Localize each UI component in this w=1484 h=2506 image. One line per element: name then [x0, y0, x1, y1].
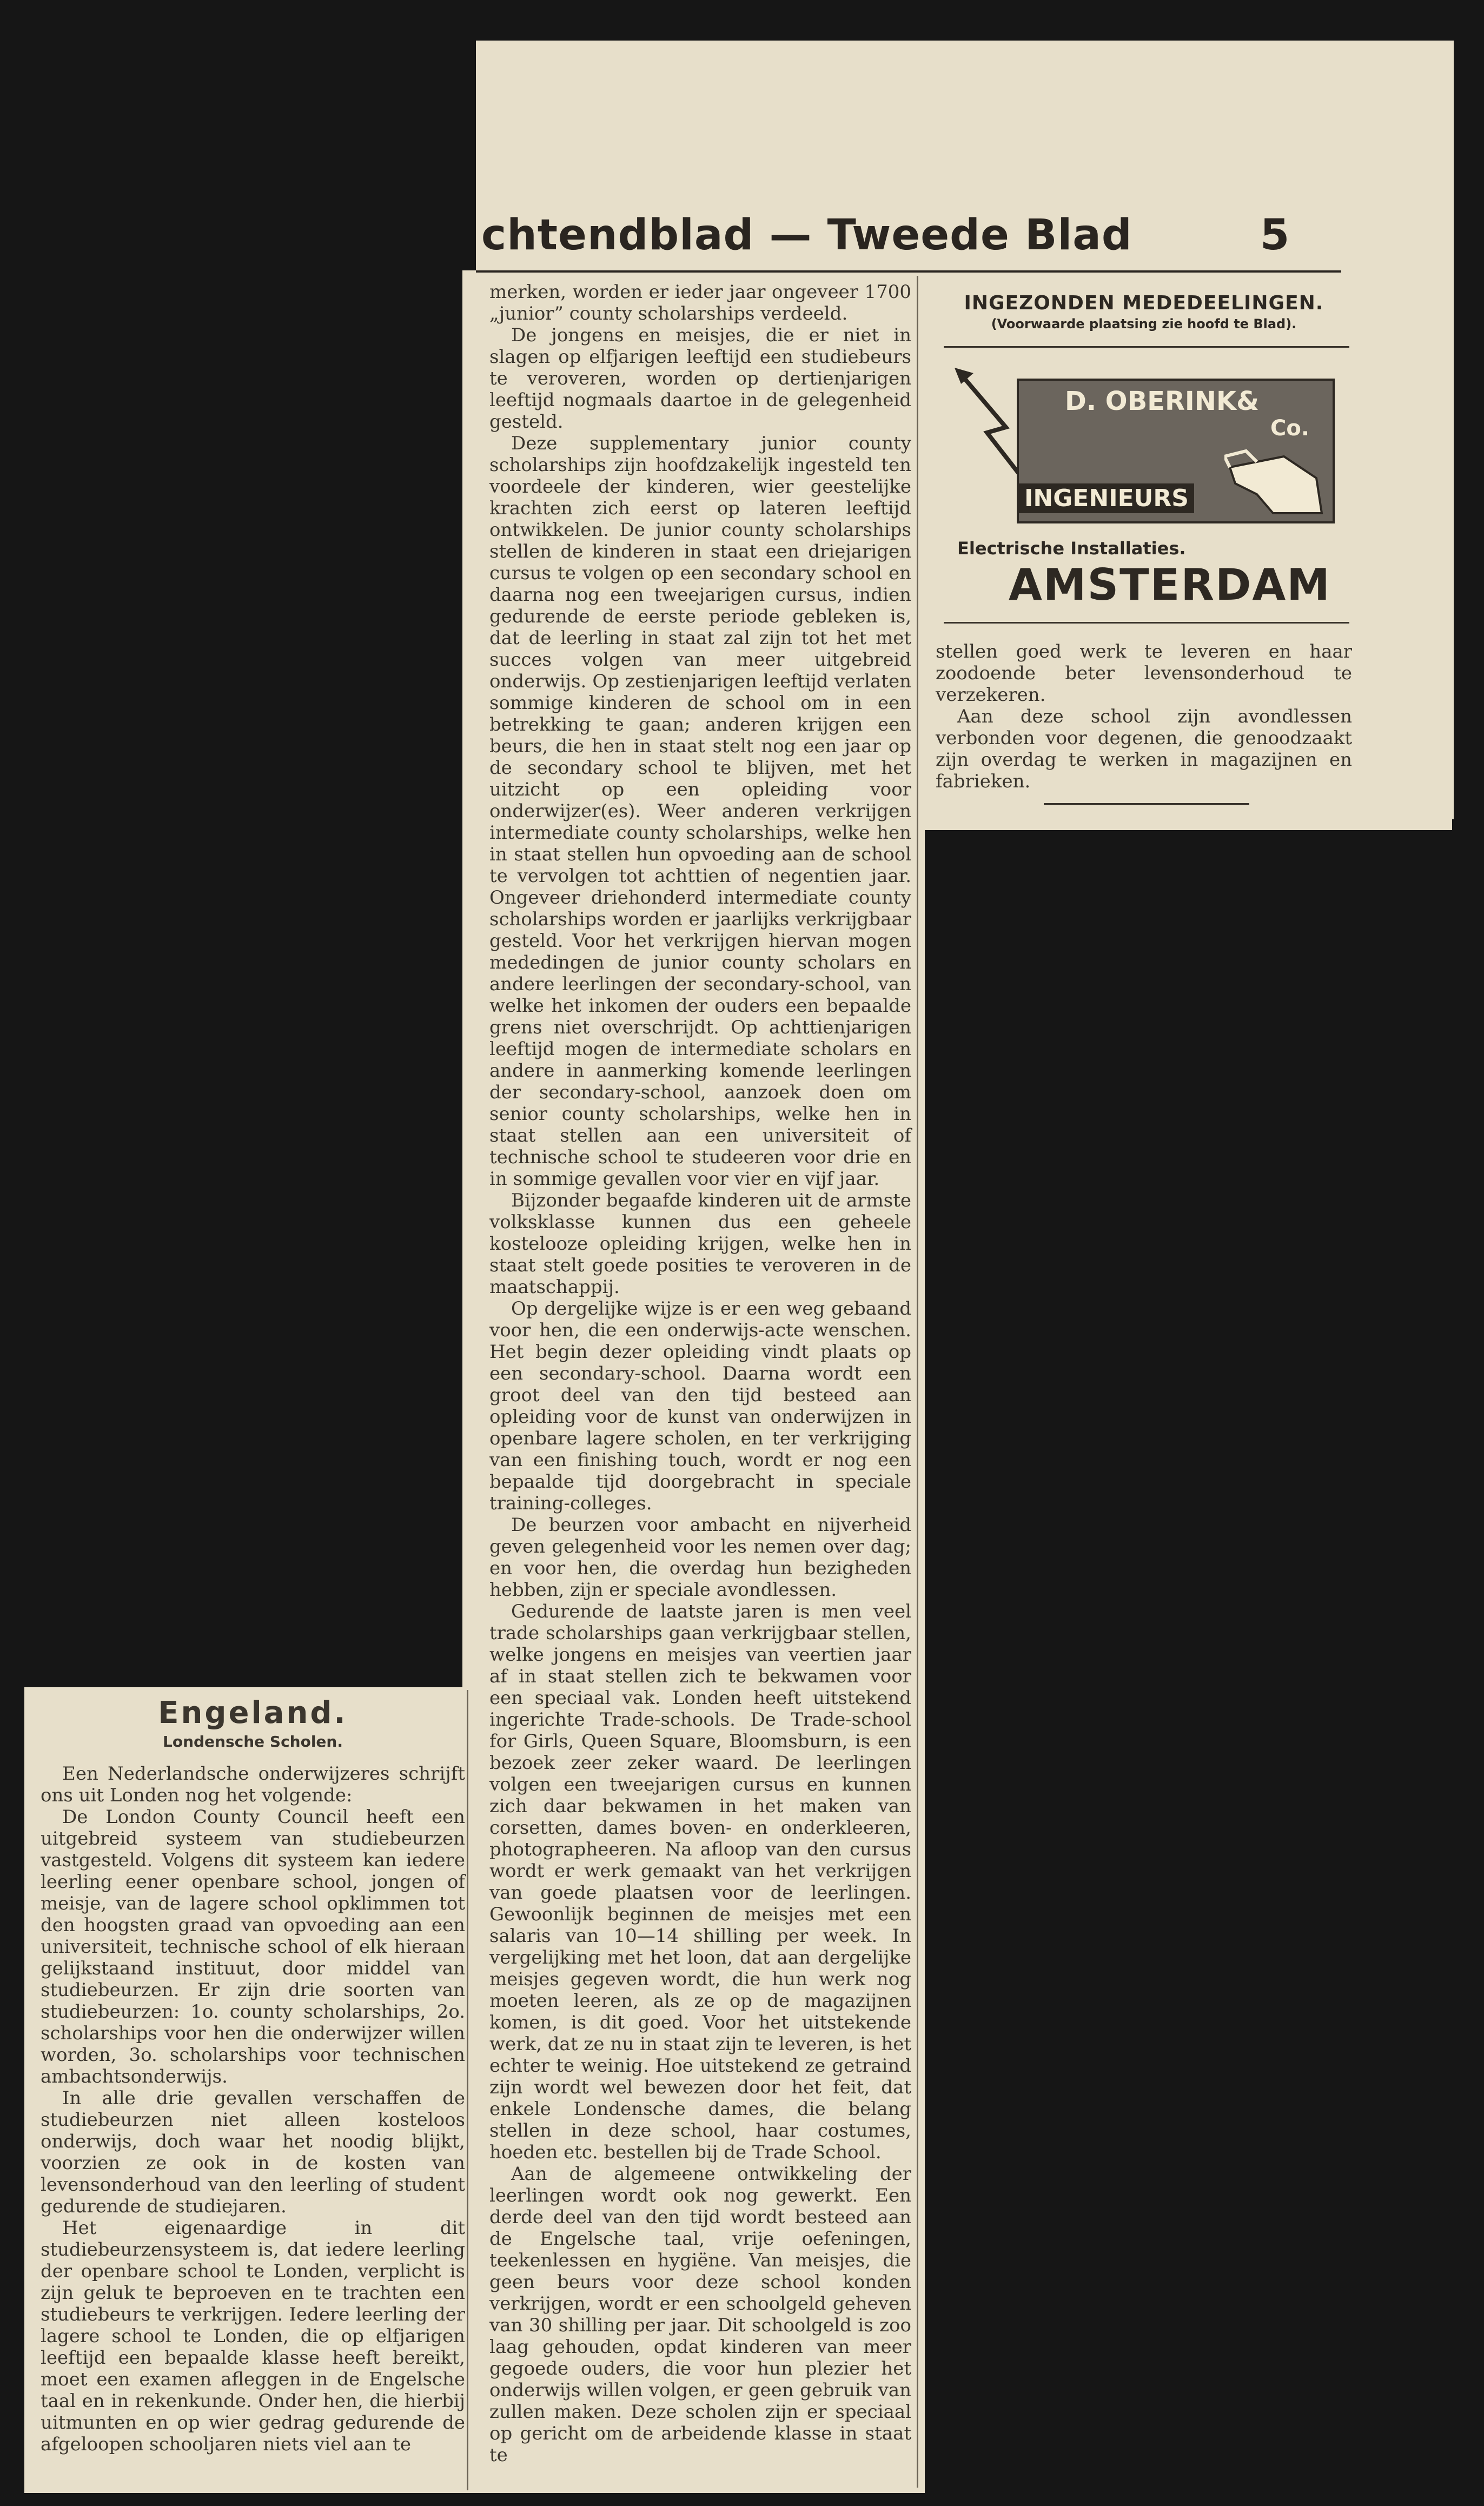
paragraph: Deze supplementary junior county scholarships zijn hoofdzakelijk ingesteld ten voordeele der kinderen, wier geestelijke krachten zich eerst op lateren leeftijd ontwikkelen. De junior county scholarships stellen de kinderen in staat een driejarigen cursus te volgen op een secondary school en daarna nog een tweejarigen cursus, indien gedurende de eerste periode gebleken is, dat de leerling in staat zal zijn tot het met succes volgen van meer uitgebreid onderwijs. Op zestienjarigen leeftijd verlaten sommige kinderen de school om in een betrekking te gaan; anderen krijgen een beurs, die hen in staat stelt nog een jaar op de secondary school te blijven, met het uitzicht op een opleiding voor onderwijzer(es). Weer anderen verkrijgen intermediate county scholarships, welke hen in staat stellen hun opvoeding aan de school te vervolgen tot achttien of negentien jaar. Ongeveer driehonderd intermediate county scholarships worden er jaarlijks verkrijgbaar gesteld. Voor het verkrijgen hiervan mogen mededingen de junior county scholars en andere leerlingen der secondary-school, van welke het inkomen der ouders een bepaalde grens niet overschrijdt. Op achttienjarigen leeftijd mogen de intermediate scholars en andere in aanmerking komende leerlingen der secondary-school, aanzoek doen om senior county scholarships, welke hen in staat stellen aan een universiteit of technische school te studeeren voor drie en in sommige gevallen voor vier en vijf jaar.: [489, 433, 911, 1190]
paragraph: De London County Council heeft een uitgebreid systeem van studiebeurzen vastgesteld. Volgens dit systeem kan iedere leerling eener openbare school, jongen of meisje, van de lagere school opklimmen tot den hoogsten graad van opvoeding aan een universiteit, technische school of elk hieraan gelijkstaand instituut, door middel van studiebeurzen. Er zijn drie soorten van studiebeurzen: 1o. county scholarships, 2o. scholarships voor hen die onderwijzer willen worden, 3o. scholarships voor technischen ambachtsonderwijs.: [41, 1806, 465, 2087]
left-article-column: [41, 1763, 465, 2455]
paragraph: Aan de algemeene ontwikkeling der leerlingen wordt ook nog gewerkt. Een derde deel van den tijd wordt besteed aan de Engelsche taal, vrije oefeningen, teekenlessen en hygiëne. Van meisjes, die geen beurs voor deze school konden verkrijgen, wordt er een schoolgeld geheven van 30 shilling per jaar. Dit schoolgeld is zoo laag gehouden, opdat kinderen van meer gegoede ouders, die voor hun plezier het onderwijs willen volgen, er geen gebruik van zullen maken. Deze scholen zijn er speciaal op gericht om de arbeidende klasse in staat te: [489, 2163, 911, 2466]
article-title: Engeland.: [158, 1695, 348, 1731]
paragraph: Aan deze school zijn avondlessen verbonden voor degenen, die genoodzaakt zijn overdag te werken in magazijnen en fabrieken.: [936, 706, 1352, 792]
end-rule: [1044, 803, 1249, 805]
paragraph: Een Nederlandsche onderwijzeres schrijft ons uit Londen nog het volgende:: [41, 1763, 465, 1806]
article-subtitle: Londensche Scholen.: [162, 1733, 343, 1751]
ad-logo-box: [1017, 379, 1335, 523]
divider: [944, 622, 1349, 624]
paragraph: Bijzonder begaafde kinderen uit de armste volksklasse kunnen dus een geheele kostelooze opleiding krijgen, welke hen in staat stelt goede posities te veroveren in de maatschappij.: [489, 1190, 911, 1298]
paragraph: Gedurende de laatste jaren is men veel trade scholarships gaan verkrijgbaar stellen, welke jongens en meisjes van veertien jaar af in staat stellen zich te bekwamen voor een speciaal vak. Londen heeft uitstekend ingerichte Trade-schools. De Trade-school for Girls, Queen Square, Bloomsburn, is een bezoek zeer zeker waard. De leerlingen volgen een tweejarigen cursus en kunnen zich daar bekwamen in het maken van corsetten, dames boven- en onderkleeren, photographeeren. Na afloop van den cursus wordt er werk gemaakt van het verkrijgen van goede plaatsen voor de leerlingen. Gewoonlijk beginnen de meisjes met een salaris van 10—14 shilling per week. In vergelijking met het loon, dat aan dergelijke meisjes gegeven wordt, die hun werk nog moeten leeren, als ze op de magazijnen komen, is dit goed. Voor het uitstekende werk, dat ze nu in staat zijn te leveren, is het echter te weinig. Hoe uitstekend ze getraind zijn wordt wel bewezen door het feit, dat enkele Londensche dames, die belang stellen in deze school, haar costumes, hoeden etc. bestellen bij de Trade School.: [489, 1601, 911, 2163]
announcements-subtitle: (Voorwaarde plaatsing zie hoofd te Blad).: [991, 316, 1297, 332]
announcements-column: [936, 641, 1352, 792]
masthead-title: chtendblad — Tweede Blad: [481, 211, 1132, 260]
column-rule: [467, 1690, 468, 2490]
paragraph: De beurzen voor ambacht en nijverheid geven gelegenheid voor les nemen over dag; en voor hen, die overdag hun bezigheden hebben, zijn er speciale avondlessen.: [489, 1514, 911, 1601]
advertisement: [944, 346, 1344, 616]
paragraph: Op dergelijke wijze is er een weg gebaand voor hen, die een onderwijs-acte wenschen. Het begin dezer opleiding vindt plaats op een secondary-school. Daarna wordt een groot deel van den tijd besteed aan opleiding voor de kunst van onderwijzen in openbare lagere scholen, en ter verkrijging van een finishing touch, wordt er nog een bepaalde tijd doorgebracht in speciale training-colleges.: [489, 1298, 911, 1514]
main-article-column: [489, 281, 911, 2466]
announcements-title: INGEZONDEN MEDEDEELINGEN.: [964, 292, 1324, 314]
announcements-header: [938, 292, 1349, 332]
masthead: [476, 211, 1341, 273]
paragraph: stellen goed werk te leveren en haar zoodoende beter levensonderhoud te verzekeren.: [936, 641, 1352, 706]
paragraph: Het eigenaardige in dit studiebeurzensysteem is, dat iedere leerling der openbare school te Londen, verplicht is zijn geluk te beproeven en te trachten een studiebeurs te verkrijgen. Iedere leerling der lagere school te Londen, die op elfjarigen leeftijd een bepaalde klasse heeft bereikt, moet een examen afleggen in de Engelsche taal en in rekenkunde. Onder hen, die hierbij uitmunten en op wier gedrag gedurende de afgeloopen schooljaren niets viel aan te: [41, 2217, 465, 2455]
company-name: D. OBERINK&: [1065, 386, 1260, 416]
profession-label: INGENIEURS: [1019, 483, 1194, 513]
paragraph: De jongens en meisjes, die er niet in slagen op elfjarigen leeftijd een studiebeurs te veroveren, worden op dertienjarigen leeftijd nogmaals daartoe in de gelegenheid gesteld.: [489, 324, 911, 433]
paragraph: In alle drie gevallen verschaffen de studiebeurzen niet alleen kosteloos onderwijs, doch waar het noodig blijkt, voorzien ze ook in de kosten van levensonderhoud van den leerling of student gedurende de studiejaren.: [41, 2087, 465, 2217]
column-rule: [917, 276, 918, 2488]
city-label: AMSTERDAM: [1009, 560, 1331, 610]
company-suffix: Co.: [1270, 416, 1310, 441]
article-header: [41, 1695, 465, 1751]
service-label: Electrische Installaties.: [957, 538, 1186, 559]
hand-icon: [1224, 446, 1327, 516]
page-number: 5: [1260, 211, 1290, 260]
paragraph: merken, worden er ieder jaar ongeveer 1700 „junior” county scholarships verdeeld.: [489, 281, 911, 324]
